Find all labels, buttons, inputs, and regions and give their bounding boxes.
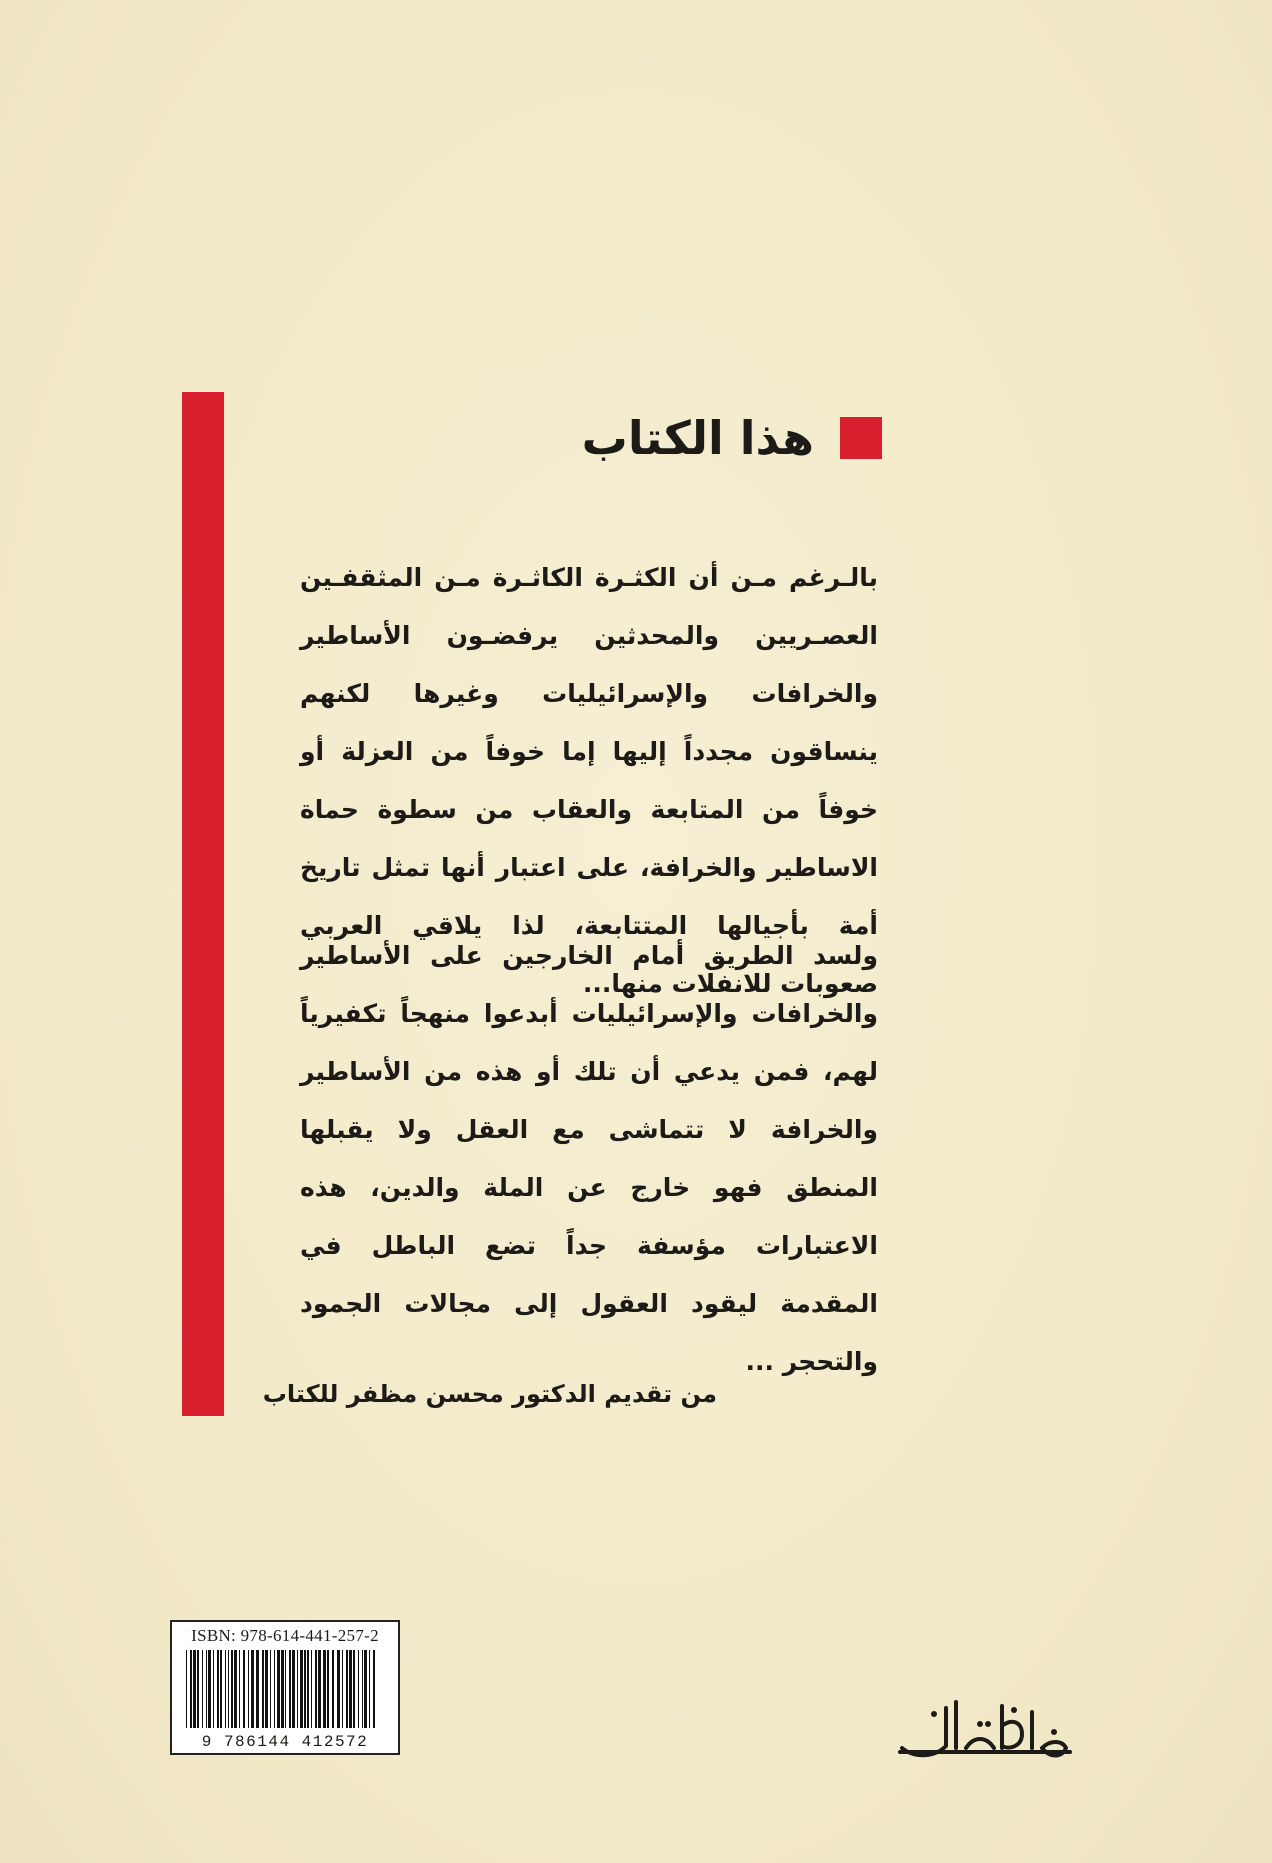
barcode-bars: [186, 1650, 386, 1728]
barcode-bar: [281, 1650, 284, 1728]
barcode-bar: [220, 1650, 222, 1728]
red-square-marker: [840, 417, 882, 459]
barcode-bar: [243, 1650, 245, 1728]
barcode-bar: [274, 1650, 275, 1728]
barcode-bar: [239, 1650, 240, 1728]
isbn-label: ISBN: 978-614-441-257-2: [191, 1626, 379, 1645]
barcode-bar: [197, 1650, 199, 1728]
paragraph-2: ولسد الطريق أمام الخارجين على الأساطير والخرافات والإسرائيليات أبدعوا منهجاً تكفيرياً لهم، فمن يدعي أن تلك أو هذه من الأساطير والخرافة لا تتماشى مع العقل ولا يقبلها المنطق فهو خارج عن الملة والدين، هذه الاعتبارات مؤسفة جداً تضع الباطل في المقدمة ليقود العقول إلى مجالات الجمود والتحجر ...: [300, 941, 878, 1376]
barcode-bar: [373, 1650, 375, 1728]
barcode-bar: [292, 1650, 295, 1728]
barcode-bar: [186, 1650, 187, 1728]
barcode-number: 9 786144 412572: [201, 1733, 369, 1751]
barcode-bar: [327, 1650, 329, 1728]
barcode-bar: [307, 1650, 309, 1728]
barcode-bar: [297, 1650, 298, 1728]
barcode-bar: [231, 1650, 233, 1728]
barcode-bar: [190, 1650, 192, 1728]
barcode-bar: [289, 1650, 291, 1728]
barcode-bar: [228, 1650, 229, 1728]
barcode-bar: [208, 1650, 211, 1728]
barcode-bar: [213, 1650, 214, 1728]
barcode-bar: [358, 1650, 359, 1728]
barcode-bar: [318, 1650, 321, 1728]
barcode-bar: [364, 1650, 367, 1728]
barcode-bar: [332, 1650, 334, 1728]
red-vertical-bar: [182, 392, 224, 1416]
barcode-bar: [234, 1650, 237, 1728]
barcode-bar: [300, 1650, 303, 1728]
barcode-bar: [206, 1650, 207, 1728]
barcode-bar: [217, 1650, 219, 1728]
barcode-bar: [202, 1650, 203, 1728]
heading-row: [581, 411, 882, 465]
barcode-bar: [193, 1650, 196, 1728]
foreword-credit: من تقديم الدكتور محسن مظفر للكتاب: [262, 1380, 717, 1408]
barcode-bar: [225, 1650, 226, 1728]
barcode-bar: [265, 1650, 268, 1728]
barcode-bar: [346, 1650, 348, 1728]
barcode-bar: [262, 1650, 264, 1728]
barcode-bar: [369, 1650, 370, 1728]
barcode-bar: [277, 1650, 280, 1728]
barcode-bar: [349, 1650, 352, 1728]
barcode-bar: [304, 1650, 306, 1728]
barcode-bar: [256, 1650, 259, 1728]
barcode-bar: [270, 1650, 271, 1728]
section-heading: هذا الكتاب: [581, 411, 814, 465]
barcode-bar: [248, 1650, 249, 1728]
barcode-bar: [251, 1650, 254, 1728]
barcode-bar: [323, 1650, 326, 1728]
barcode-bar: [353, 1650, 355, 1728]
barcode-bar: [285, 1650, 286, 1728]
barcode-bar: [311, 1650, 312, 1728]
barcode-bar: [362, 1650, 363, 1728]
isbn-barcode: [170, 1620, 400, 1755]
paragraph-1: بالـرغم مـن أن الكثـرة الكاثـرة مـن المثقفـين العصـريين والمحدثين يرفضـون الأساطير والخرافات والإسرائيليات وغيرها لكنهم ينساقون مجدداً إليها إما خوفاً من العزلة أو خوفاً من المتابعة والعقاب من سطوة حماة الاساطير والخرافة، على اعتبار أنها تمثل تاريخ أمة بأجيالها المتتابعة، لذا يلاقي العربي صعوبات للانفلات منها...: [300, 563, 878, 998]
publisher-logo: [894, 1688, 1074, 1768]
barcode-bar: [315, 1650, 317, 1728]
barcode-bar: [337, 1650, 340, 1728]
barcode-bar: [342, 1650, 343, 1728]
